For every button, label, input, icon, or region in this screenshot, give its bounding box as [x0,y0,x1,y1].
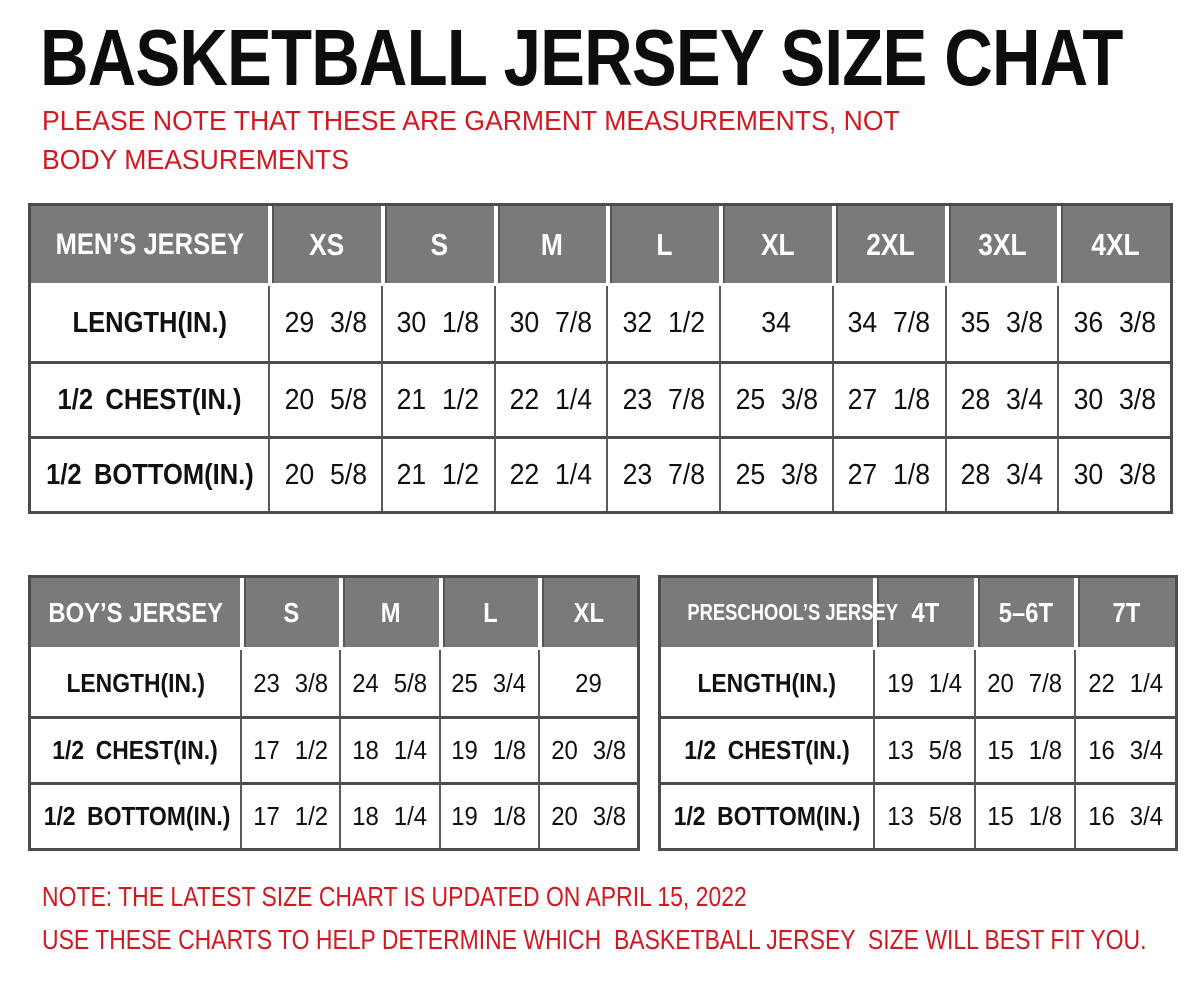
measurement-value-cell: 20 3/8 [538,716,637,782]
measurement-value-cell: 36 3/8 [1057,286,1170,361]
table-title-cell: MEN’S JERSEY [31,206,268,286]
size-header-cell: L [606,206,719,286]
measurement-value-cell: 20 3/8 [538,782,637,848]
measurement-row [661,650,1175,716]
measurement-value-cell: 18 1/4 [339,782,438,848]
size-header-cell: 5–6T [974,578,1075,650]
measurement-value-cell: 30 3/8 [1057,436,1170,511]
measurement-value-cell: 13 5/8 [873,782,974,848]
measurement-value-cell: 15 1/8 [974,782,1075,848]
measurement-value-cell: 23 7/8 [606,436,719,511]
measurement-value-cell: 30 1/8 [381,286,494,361]
usage-note: USE THESE CHARTS TO HELP DETERMINE WHICH BASKETBALL JERSEY SIZE WILL BEST FIT YOU. [42,924,1147,955]
size-header-cell: XS [268,206,381,286]
size-header-cell: S [240,578,339,650]
measurement-value-cell: 16 3/4 [1074,782,1175,848]
row-label-cell: 1/2 BOTTOM(IN.) [661,782,873,848]
size-header-cell: 4T [873,578,974,650]
measurement-row [661,716,1175,782]
measurement-value-cell: 17 1/2 [240,716,339,782]
size-header-cell: M [494,206,607,286]
row-label-cell: 1/2 BOTTOM(IN.) [31,436,268,511]
row-label-cell: LENGTH(IN.) [661,650,873,716]
measurement-row [31,716,637,782]
measurement-value-cell: 27 1/8 [832,436,945,511]
measurement-value-cell: 25 3/8 [719,436,832,511]
measurement-value-cell: 34 [719,286,832,361]
size-header-cell: 4XL [1057,206,1170,286]
measurement-value-cell: 20 5/8 [268,361,381,436]
row-label-cell: 1/2 CHEST(IN.) [31,361,268,436]
size-header-cell: 3XL [945,206,1058,286]
measurement-value-cell: 32 1/2 [606,286,719,361]
measurement-row [31,782,637,848]
measurement-value-cell: 19 1/8 [439,782,538,848]
measurement-value-cell: 22 1/4 [1074,650,1175,716]
boys-jersey-size-table [28,575,640,851]
measurement-value-cell: 16 3/4 [1074,716,1175,782]
measurement-value-cell: 22 1/4 [494,361,607,436]
size-header-cell: 2XL [832,206,945,286]
measurement-value-cell: 15 1/8 [974,716,1075,782]
size-header-cell: M [339,578,438,650]
measurement-value-cell: 23 3/8 [240,650,339,716]
measurement-value-cell: 20 7/8 [974,650,1075,716]
update-date-note: NOTE: THE LATEST SIZE CHART IS UPDATED ON APRIL 15, 2022 [42,881,747,912]
measurement-row [661,782,1175,848]
measurement-row [31,650,637,716]
row-label-cell: LENGTH(IN.) [31,650,240,716]
page-title: BASKETBALL JERSEY SIZE CHAT [40,13,1123,102]
row-label-cell: 1/2 CHEST(IN.) [31,716,240,782]
measurement-value-cell: 22 1/4 [494,436,607,511]
measurement-value-cell: 18 1/4 [339,716,438,782]
row-label-cell: 1/2 CHEST(IN.) [661,716,873,782]
measurement-value-cell: 35 3/8 [945,286,1058,361]
measurement-value-cell: 30 7/8 [494,286,607,361]
measurement-value-cell: 19 1/8 [439,716,538,782]
measurement-value-cell: 20 5/8 [268,436,381,511]
measurement-value-cell: 28 3/4 [945,436,1058,511]
measurement-row [31,436,1170,511]
size-header-cell: 7T [1074,578,1175,650]
measurement-value-cell: 30 3/8 [1057,361,1170,436]
size-header-cell: XL [538,578,637,650]
garment-measurement-disclaimer: PLEASE NOTE THAT THESE ARE GARMENT MEASUREMENTS, NOT BODY MEASUREMENTS [42,105,900,176]
measurement-value-cell: 28 3/4 [945,361,1058,436]
measurement-value-cell: 29 [538,650,637,716]
preschool-jersey-size-table [658,575,1178,851]
measurement-value-cell: 13 5/8 [873,716,974,782]
size-header-cell: S [381,206,494,286]
measurement-value-cell: 21 1/2 [381,361,494,436]
table-title-cell: BOY’S JERSEY [31,578,240,650]
measurement-value-cell: 27 1/8 [832,361,945,436]
measurement-row [31,286,1170,361]
measurement-value-cell: 19 1/4 [873,650,974,716]
measurement-value-cell: 21 1/2 [381,436,494,511]
measurement-value-cell: 25 3/8 [719,361,832,436]
measurement-value-cell: 25 3/4 [439,650,538,716]
size-header-cell: L [439,578,538,650]
table-title-cell: PRESCHOOL’S JERSEY [661,578,873,650]
measurement-value-cell: 24 5/8 [339,650,438,716]
measurement-value-cell: 23 7/8 [606,361,719,436]
row-label-cell: 1/2 BOTTOM(IN.) [31,782,240,848]
size-header-cell: XL [719,206,832,286]
measurement-value-cell: 34 7/8 [832,286,945,361]
row-label-cell: LENGTH(IN.) [31,286,268,361]
measurement-value-cell: 29 3/8 [268,286,381,361]
measurement-value-cell: 17 1/2 [240,782,339,848]
measurement-row [31,361,1170,436]
mens-jersey-size-table [28,203,1173,514]
